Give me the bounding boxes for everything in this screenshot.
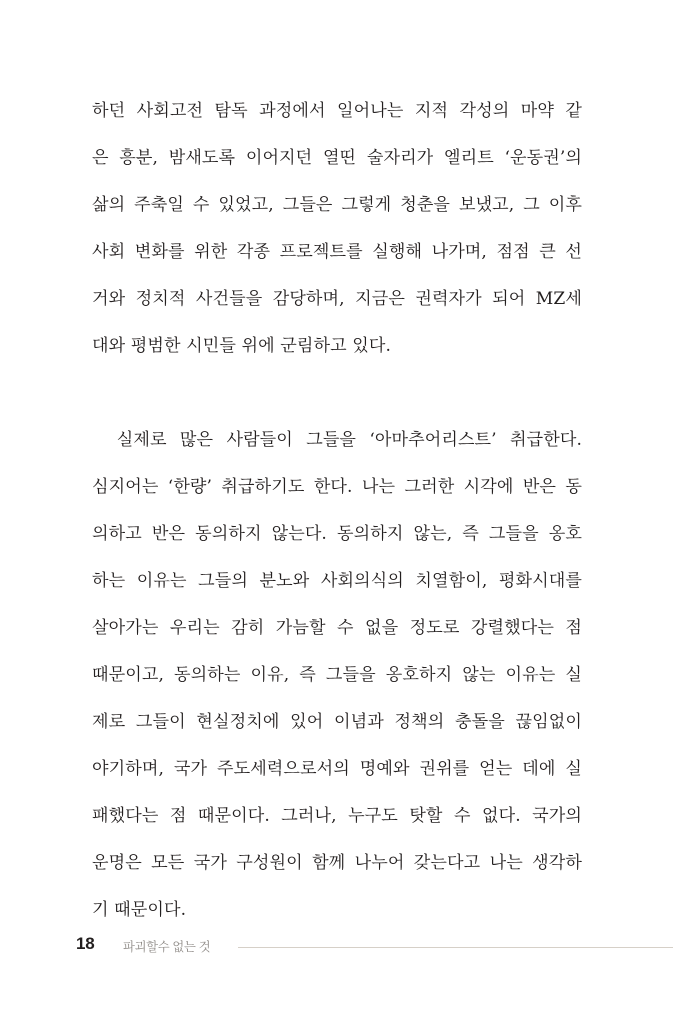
paragraph-line: 하는 이유는 그들의 분노와 사회의식의 치열함이, 평화시대를 <box>92 571 582 591</box>
page-footer <box>0 934 673 974</box>
paragraph-line: 제로 그들이 현실정치에 있어 이념과 정책의 충돌을 끊임없이 <box>92 712 582 732</box>
body-paragraph-1 <box>92 88 582 370</box>
paragraph-line: 삶의 주축일 수 있었고, 그들은 그렇게 청춘을 보냈고, 그 이후 <box>92 195 582 215</box>
paragraph-line: 운명은 모든 국가 구성원이 함께 나누어 갖는다고 나는 생각하 <box>92 853 582 873</box>
page-number: 18 <box>76 934 95 953</box>
paragraph-line: 은 흥분, 밤새도록 이어지던 열띤 술자리가 엘리트 ‘운동권’의 <box>92 148 582 168</box>
paragraph-line: 패했다는 점 때문이다. 그러나, 누구도 탓할 수 없다. 국가의 <box>92 806 582 826</box>
paragraph-line: 기 때문이다. <box>92 900 187 920</box>
paragraph-line: 사회 변화를 위한 각종 프로젝트를 실행해 나가며, 점점 큰 선 <box>92 242 582 262</box>
paragraph-line: 의하고 반은 동의하지 않는다. 동의하지 않는, 즉 그들을 옹호 <box>92 524 582 544</box>
paragraph-line: 하던 사회고전 탐독 과정에서 일어나는 지적 각성의 마약 같 <box>92 101 582 121</box>
paragraph-line: 심지어는 ‘한량’ 취급하기도 한다. 나는 그러한 시각에 반은 동 <box>92 477 582 497</box>
paragraph-line: 살아가는 우리는 감히 가늠할 수 없을 정도로 강렬했다는 점 <box>92 618 582 638</box>
paragraph-line: 대와 평범한 시민들 위에 군림하고 있다. <box>92 336 392 356</box>
paragraph-line: 실제로 많은 사람들이 그들을 ‘아마추어리스트’ 취급한다. <box>116 430 582 450</box>
running-title: 파괴할수 없는 것 <box>123 940 211 954</box>
paragraph-line: 야기하며, 국가 주도세력으로서의 명예와 권위를 얻는 데에 실 <box>92 759 582 779</box>
paragraph-line: 거와 정치적 사건들을 감당하며, 지금은 권력자가 되어 MZ세 <box>92 289 582 309</box>
paragraph-line: 때문이고, 동의하는 이유, 즉 그들을 옹호하지 않는 이유는 실 <box>92 665 582 685</box>
body-paragraph-2 <box>92 417 582 934</box>
footer-divider <box>238 947 673 948</box>
page-text-block <box>92 88 582 934</box>
